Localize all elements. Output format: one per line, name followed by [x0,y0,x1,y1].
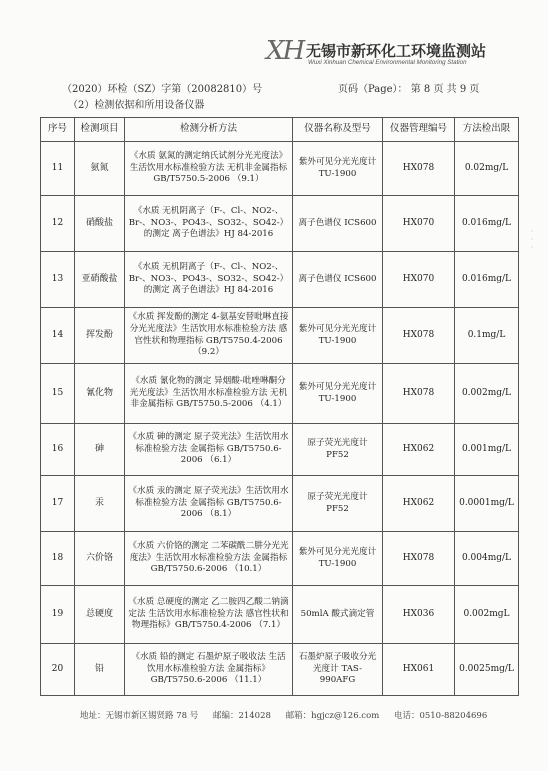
header-item: 检测项目 [75,118,125,142]
row-number: 13 [41,252,75,308]
detection-limit: 0.0025mg/L [455,644,519,696]
instrument-name: 紫外可见分光光度计 TU-1900 [293,142,383,196]
table-row [41,532,519,586]
test-item: 亚硝酸盐 [75,252,125,308]
margin-scribble: · · · [531,227,534,252]
table-row [41,196,519,252]
instrument-id: HX078 [383,364,455,424]
analysis-method: 《水质 铅的测定 石墨炉原子吸收法 生活饮用水标准检验方法 金属指标》GB/T5750.6-2006 （11.1） [125,644,293,696]
header-no: 序号 [41,118,75,142]
instrument-id: HX061 [383,644,455,696]
detection-limit: 0.02mg/L [455,142,519,196]
row-number: 12 [41,196,75,252]
instrument-name: 石墨炉原子吸收分光光度计 TAS-990AFG [293,644,383,696]
row-number: 18 [41,532,75,586]
test-item: 砷 [75,424,125,476]
header-instrument-id: 仪器管理编号 [383,118,455,142]
test-item: 汞 [75,476,125,532]
detection-limit: 0.016mg/L [455,196,519,252]
footer-email: 邮箱：hgjcz@126.com [285,711,380,721]
detection-limit: 0.004mg/L [455,532,519,586]
row-number: 19 [41,586,75,644]
section-title: （2）检测依据和所用设备仪器 [68,100,205,111]
table-row [41,252,519,308]
instrument-name: 50mlA 酸式滴定管 [293,586,383,644]
table-header-row [41,118,519,142]
analysis-method: 《水质 氨氮的测定纳氏试剂分光光度法》生活饮用水标准检验方法 无机非金属指标 GB/T5750.5-2006 （9.1） [125,142,293,196]
header-method: 检测分析方法 [125,118,293,142]
row-number: 20 [41,644,75,696]
org-name-en: Wuxi Xinhuan Chemical Environmental Monitoring Station [308,59,467,66]
row-number: 15 [41,364,75,424]
test-item: 硝酸盐 [75,196,125,252]
methods-table [40,117,519,696]
page-indicator: 页码（Page）： 第 8 页 共 9 页 [338,84,480,95]
detection-limit: 0.0001mg/L [455,476,519,532]
instrument-name: 离子色谱仪 ICS600 [293,252,383,308]
detection-limit: 0.1mg/L [455,308,519,364]
test-item: 氰化物 [75,364,125,424]
footer-phone: 电话：0510-88204696 [393,711,488,721]
instrument-id: HX078 [383,308,455,364]
detection-limit: 0.016mg/L [455,252,519,308]
instrument-name: 紫外可见分光光度计 TU-1900 [293,364,383,424]
instrument-id: HX062 [383,424,455,476]
analysis-method: 《水质 砷的测定 原子荧光法》生活饮用水标准检验方法 金属指标 GB/T5750.6-2006 （6.1） [125,424,293,476]
test-item: 铅 [75,644,125,696]
instrument-name: 紫外可见分光光度计 TU-1900 [293,308,383,364]
test-item: 六价铬 [75,532,125,586]
row-number: 14 [41,308,75,364]
report-number: （2020）环检（SZ）字第（20082810）号 [62,84,263,95]
footer-postcode: 邮编：214028 [212,711,271,721]
test-item: 挥发酚 [75,308,125,364]
analysis-method: 《水质 总硬度的测定 乙二胺四乙酸二钠滴定法 生活饮用水标准检验方法 感官性状和物理指标》GB/T5750.4-2006 （7.1） [125,586,293,644]
instrument-id: HX062 [383,476,455,532]
instrument-name: 离子色谱仪 ICS600 [293,196,383,252]
instrument-name: 原子荧光光度计 PF52 [293,424,383,476]
row-number: 16 [41,424,75,476]
instrument-id: HX078 [383,142,455,196]
analysis-method: 《水质 汞的测定 原子荧光法》生活饮用水标准检验方法 金属指标 GB/T5750.6-2006 （8.1） [125,476,293,532]
instrument-id: HX070 [383,252,455,308]
logo-icon: XH [266,36,304,66]
table-row [41,586,519,644]
instrument-id: HX070 [383,196,455,252]
row-number: 11 [41,142,75,196]
header-detection-limit: 方法检出限 [455,118,519,142]
row-number: 17 [41,476,75,532]
instrument-name: 紫外可见分光光度计 TU-1900 [293,532,383,586]
table-row [41,476,519,532]
test-item: 氨氮 [75,142,125,196]
footer [80,709,499,721]
table-row [41,364,519,424]
analysis-method: 《水质 无机阴离子（F-、Cl-、NO2-、Br-、NO3-、PO43-、SO32-、SO42-）的测定 离子色谱法》HJ 84-2016 [125,252,293,308]
analysis-method: 《水质 六价铬的测定 二苯碳酰二肼分光光度法》生活饮用水标准检验方法 金属指标 GB/T5750.6-2006 （10.1） [125,532,293,586]
detection-limit: 0.002mg/L [455,364,519,424]
instrument-id: HX078 [383,532,455,586]
instrument-id: HX036 [383,586,455,644]
test-item: 总硬度 [75,586,125,644]
table-row [41,142,519,196]
detection-limit: 0.001mg/L [455,424,519,476]
table-row [41,644,519,696]
analysis-method: 《水质 氰化物的测定 异烟酸-吡唑啉酮分光光度法》生活饮用水标准检验方法 无机非金属指标 GB/T5750.5-2006 （4.1） [125,364,293,424]
footer-address: 地址：无锡市新区锡贤路 78 号 [80,711,199,721]
table-row [41,424,519,476]
analysis-method: 《水质 无机阴离子（F-、Cl-、NO2-、Br-、NO3-、PO43-、SO32-、SO42-）的测定 离子色谱法》HJ 84-2016 [125,196,293,252]
instrument-name: 原子荧光光度计 PF52 [293,476,383,532]
header-instrument: 仪器名称及型号 [293,118,383,142]
org-name-cn: 无锡市新环化工环境监测站 [306,42,487,60]
table-row [41,308,519,364]
detection-limit: 0.002mgL [455,586,519,644]
analysis-method: 《水质 挥发酚的测定 4-氨基安替吡啉直接分光光度法》生活饮用水标准检验方法 感官性状和物理指标 GB/T5750.4-2006 （9.2） [125,308,293,364]
